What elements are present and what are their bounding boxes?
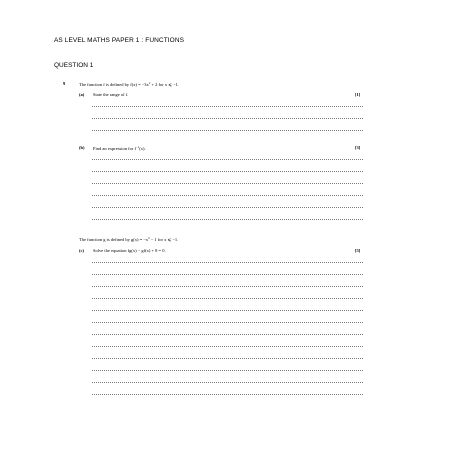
answer-line[interactable] xyxy=(92,207,363,208)
answer-line[interactable] xyxy=(92,159,363,160)
part-b-label: (b) xyxy=(79,145,85,150)
answer-line[interactable] xyxy=(92,130,363,131)
part-c-marks: [5] xyxy=(355,248,361,253)
answer-line[interactable] xyxy=(92,183,363,184)
answer-line[interactable] xyxy=(92,195,363,196)
answer-line[interactable] xyxy=(92,322,363,323)
part-b-question xyxy=(93,145,146,151)
part-c-text: Solve the equation fg(x) − gf(x) + 8 = 0. xyxy=(93,248,166,253)
function-f-exponent: 2 xyxy=(148,81,151,85)
part-b-text: Find an expression for f xyxy=(93,146,136,151)
part-a-label: (a) xyxy=(79,92,85,97)
answer-line[interactable] xyxy=(92,394,363,395)
answer-line[interactable] xyxy=(92,219,363,220)
function-f-definition xyxy=(79,81,179,88)
answer-line[interactable] xyxy=(92,286,363,287)
function-f-text: The function f is defined by f(x) = −3x xyxy=(79,82,149,87)
part-b-marks: [3] xyxy=(355,145,361,150)
answer-line[interactable] xyxy=(92,106,363,107)
answer-line[interactable] xyxy=(92,346,363,347)
answer-line[interactable] xyxy=(92,310,363,311)
answer-line[interactable] xyxy=(92,334,363,335)
answer-line[interactable] xyxy=(92,274,363,275)
answer-line[interactable] xyxy=(92,262,363,263)
part-a-text: State the range of f. xyxy=(93,92,129,97)
function-g-text: The function g is defined by g(x) = −x xyxy=(79,237,149,242)
page-header: AS LEVEL MATHS PAPER 1 : FUNCTIONS xyxy=(54,37,185,44)
part-a-marks: [1] xyxy=(355,92,361,97)
question-label: QUESTION 1 xyxy=(54,62,94,69)
answer-line[interactable] xyxy=(92,382,363,383)
function-f-domain: + 2 for x ⩽ −1. xyxy=(150,82,180,87)
function-g-domain: − 1 for x ⩽ −1. xyxy=(149,237,179,242)
part-b-text-end: (x). xyxy=(139,146,146,151)
function-g-definition xyxy=(79,236,178,243)
answer-line[interactable] xyxy=(92,298,363,299)
answer-line[interactable] xyxy=(92,118,363,119)
answer-line[interactable] xyxy=(92,370,363,371)
function-g-exponent: 2 xyxy=(148,236,150,240)
question-number: 9 xyxy=(63,81,66,86)
part-b-exponent: −1 xyxy=(136,145,140,149)
answer-line[interactable] xyxy=(92,358,363,359)
part-c-label: (c) xyxy=(79,248,84,253)
answer-line[interactable] xyxy=(92,171,363,172)
